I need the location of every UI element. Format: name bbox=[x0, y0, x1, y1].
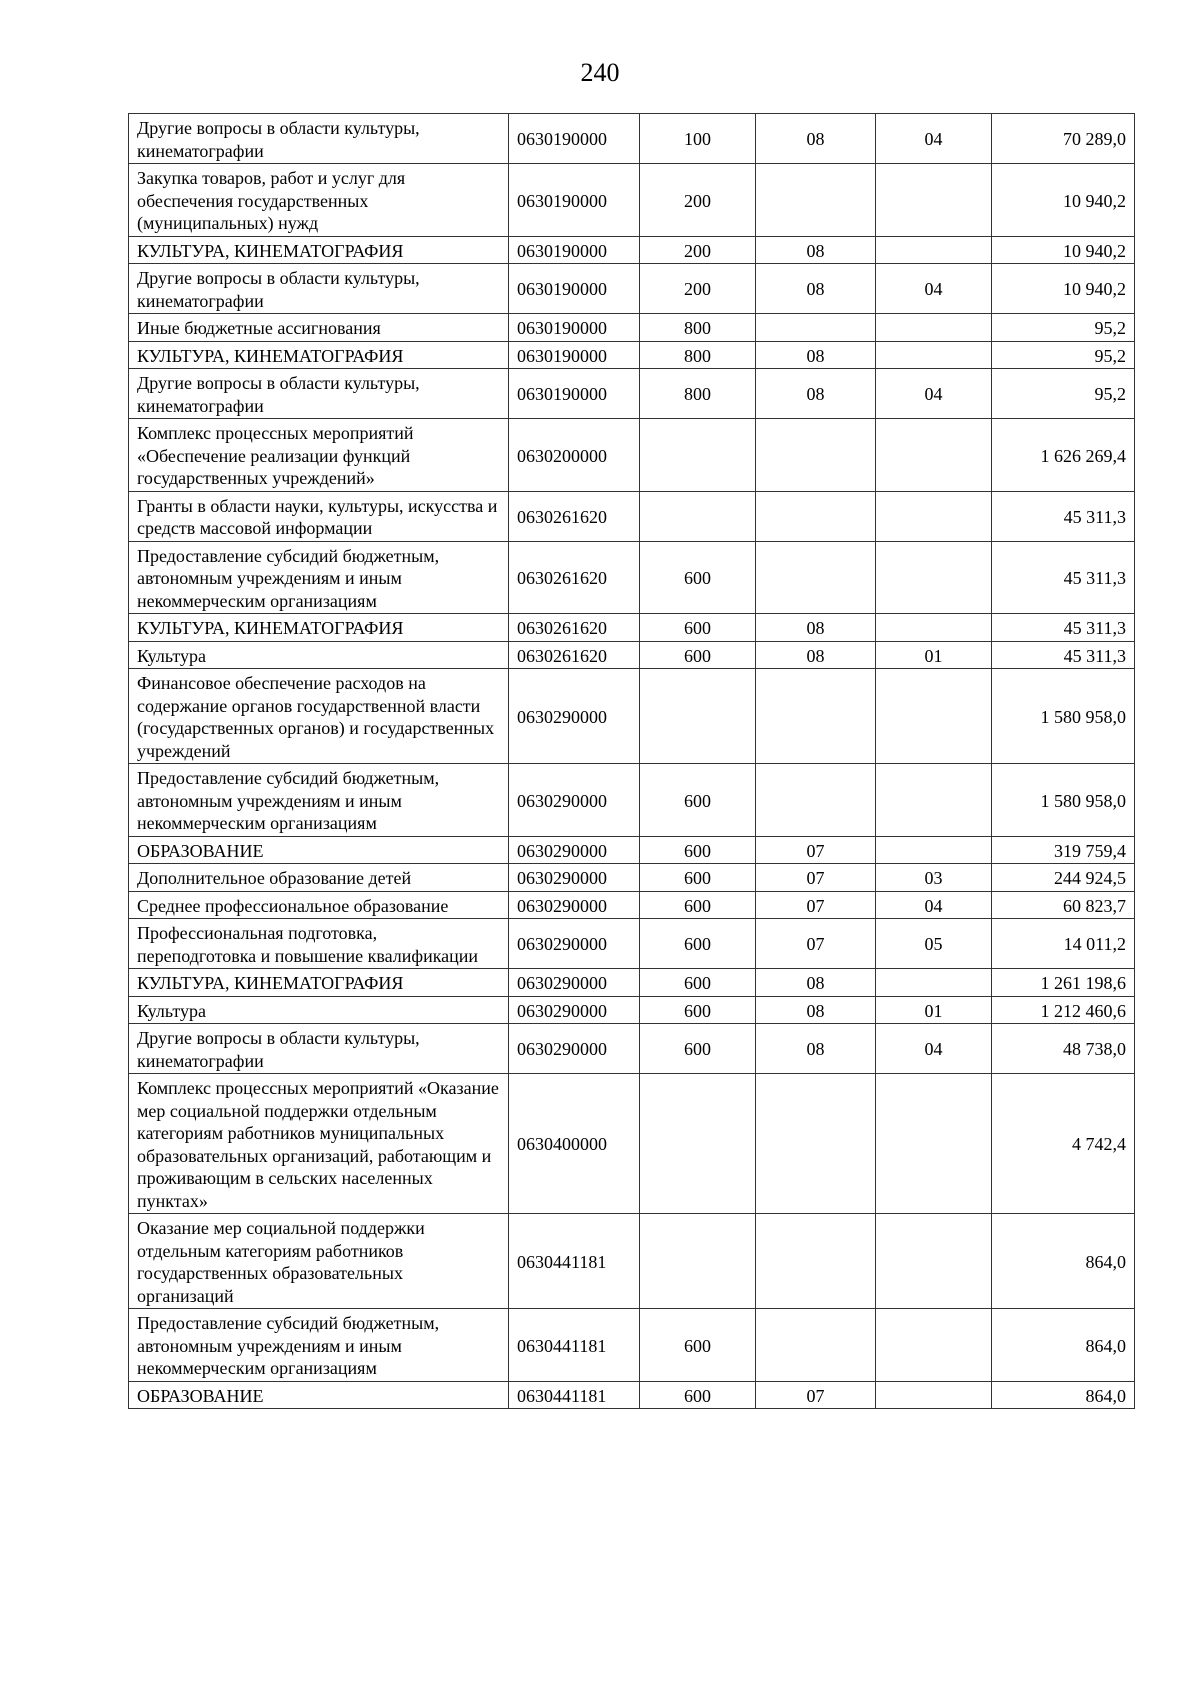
subsection-cell bbox=[876, 614, 992, 642]
target-article-cell: 0630190000 bbox=[509, 314, 640, 342]
item-name-cell: Среднее профессиональное образование bbox=[129, 891, 509, 919]
section-cell: 07 bbox=[756, 836, 876, 864]
expense-type-cell: 600 bbox=[640, 1381, 756, 1409]
item-name-cell: КУЛЬТУРА, КИНЕМАТОГРАФИЯ bbox=[129, 236, 509, 264]
expense-type-cell: 100 bbox=[640, 114, 756, 164]
section-cell: 08 bbox=[756, 1024, 876, 1074]
expense-type-cell: 600 bbox=[640, 614, 756, 642]
section-cell: 08 bbox=[756, 264, 876, 314]
subsection-cell bbox=[876, 764, 992, 837]
target-article-cell: 0630190000 bbox=[509, 114, 640, 164]
table-row bbox=[129, 919, 1135, 969]
amount-cell: 95,2 bbox=[992, 314, 1135, 342]
target-article-cell: 0630190000 bbox=[509, 369, 640, 419]
amount-cell: 48 738,0 bbox=[992, 1024, 1135, 1074]
item-name-cell: Предоставление субсидий бюджетным, автономным учреждениям и иным некоммерческим организациям bbox=[129, 1309, 509, 1382]
expense-type-cell bbox=[640, 419, 756, 492]
target-article-cell: 0630290000 bbox=[509, 669, 640, 764]
amount-cell: 45 311,3 bbox=[992, 541, 1135, 614]
table-row bbox=[129, 1024, 1135, 1074]
expense-type-cell: 600 bbox=[640, 1309, 756, 1382]
page-number: 240 bbox=[580, 58, 620, 87]
table-row bbox=[129, 1381, 1135, 1409]
target-article-cell: 0630441181 bbox=[509, 1214, 640, 1309]
target-article-cell: 0630261620 bbox=[509, 491, 640, 541]
table-row bbox=[129, 236, 1135, 264]
table-row bbox=[129, 314, 1135, 342]
subsection-cell bbox=[876, 236, 992, 264]
expense-type-cell: 600 bbox=[640, 541, 756, 614]
target-article-cell: 0630290000 bbox=[509, 919, 640, 969]
section-cell bbox=[756, 1074, 876, 1214]
expense-type-cell: 600 bbox=[640, 836, 756, 864]
amount-cell: 10 940,2 bbox=[992, 264, 1135, 314]
item-name-cell: КУЛЬТУРА, КИНЕМАТОГРАФИЯ bbox=[129, 969, 509, 997]
table-row bbox=[129, 264, 1135, 314]
table-row bbox=[129, 541, 1135, 614]
expense-type-cell bbox=[640, 669, 756, 764]
subsection-cell bbox=[876, 836, 992, 864]
item-name-cell: Иные бюджетные ассигнования bbox=[129, 314, 509, 342]
section-cell: 08 bbox=[756, 614, 876, 642]
section-cell: 07 bbox=[756, 891, 876, 919]
target-article-cell: 0630441181 bbox=[509, 1381, 640, 1409]
subsection-cell: 04 bbox=[876, 891, 992, 919]
section-cell: 08 bbox=[756, 641, 876, 669]
expense-type-cell: 600 bbox=[640, 969, 756, 997]
amount-cell: 319 759,4 bbox=[992, 836, 1135, 864]
item-name-cell: ОБРАЗОВАНИЕ bbox=[129, 1381, 509, 1409]
item-name-cell: Закупка товаров, работ и услуг для обеспечения государственных (муниципальных) нужд bbox=[129, 164, 509, 237]
section-cell bbox=[756, 764, 876, 837]
amount-cell: 864,0 bbox=[992, 1381, 1135, 1409]
amount-cell: 864,0 bbox=[992, 1214, 1135, 1309]
budget-table-body bbox=[129, 114, 1135, 1409]
section-cell: 07 bbox=[756, 919, 876, 969]
target-article-cell: 0630290000 bbox=[509, 764, 640, 837]
section-cell bbox=[756, 669, 876, 764]
amount-cell: 60 823,7 bbox=[992, 891, 1135, 919]
item-name-cell: Другие вопросы в области культуры, кинематографии bbox=[129, 264, 509, 314]
table-row bbox=[129, 996, 1135, 1024]
section-cell: 08 bbox=[756, 996, 876, 1024]
item-name-cell: Культура bbox=[129, 996, 509, 1024]
table-row bbox=[129, 164, 1135, 237]
target-article-cell: 0630200000 bbox=[509, 419, 640, 492]
subsection-cell bbox=[876, 314, 992, 342]
amount-cell: 1 580 958,0 bbox=[992, 764, 1135, 837]
table-row bbox=[129, 491, 1135, 541]
amount-cell: 1 626 269,4 bbox=[992, 419, 1135, 492]
subsection-cell bbox=[876, 491, 992, 541]
section-cell bbox=[756, 419, 876, 492]
budget-table bbox=[128, 113, 1135, 1409]
table-row bbox=[129, 1309, 1135, 1382]
target-article-cell: 0630190000 bbox=[509, 164, 640, 237]
target-article-cell: 0630290000 bbox=[509, 864, 640, 892]
expense-type-cell: 200 bbox=[640, 164, 756, 237]
expense-type-cell: 600 bbox=[640, 641, 756, 669]
expense-type-cell: 800 bbox=[640, 369, 756, 419]
expense-type-cell: 600 bbox=[640, 996, 756, 1024]
amount-cell: 70 289,0 bbox=[992, 114, 1135, 164]
subsection-cell: 04 bbox=[876, 369, 992, 419]
amount-cell: 1 580 958,0 bbox=[992, 669, 1135, 764]
expense-type-cell bbox=[640, 1074, 756, 1214]
expense-type-cell: 600 bbox=[640, 764, 756, 837]
subsection-cell: 01 bbox=[876, 641, 992, 669]
table-row bbox=[129, 864, 1135, 892]
table-row bbox=[129, 341, 1135, 369]
section-cell: 08 bbox=[756, 341, 876, 369]
table-row bbox=[129, 891, 1135, 919]
amount-cell: 95,2 bbox=[992, 341, 1135, 369]
expense-type-cell: 600 bbox=[640, 864, 756, 892]
subsection-cell bbox=[876, 669, 992, 764]
amount-cell: 14 011,2 bbox=[992, 919, 1135, 969]
section-cell bbox=[756, 541, 876, 614]
amount-cell: 4 742,4 bbox=[992, 1074, 1135, 1214]
section-cell bbox=[756, 491, 876, 541]
target-article-cell: 0630261620 bbox=[509, 641, 640, 669]
expense-type-cell: 800 bbox=[640, 314, 756, 342]
subsection-cell bbox=[876, 341, 992, 369]
subsection-cell: 05 bbox=[876, 919, 992, 969]
subsection-cell bbox=[876, 164, 992, 237]
subsection-cell bbox=[876, 1074, 992, 1214]
subsection-cell bbox=[876, 1214, 992, 1309]
amount-cell: 1 212 460,6 bbox=[992, 996, 1135, 1024]
table-row bbox=[129, 369, 1135, 419]
item-name-cell: Культура bbox=[129, 641, 509, 669]
amount-cell: 95,2 bbox=[992, 369, 1135, 419]
amount-cell: 864,0 bbox=[992, 1309, 1135, 1382]
amount-cell: 45 311,3 bbox=[992, 491, 1135, 541]
target-article-cell: 0630290000 bbox=[509, 836, 640, 864]
item-name-cell: ОБРАЗОВАНИЕ bbox=[129, 836, 509, 864]
expense-type-cell: 200 bbox=[640, 264, 756, 314]
amount-cell: 10 940,2 bbox=[992, 236, 1135, 264]
subsection-cell bbox=[876, 541, 992, 614]
section-cell: 07 bbox=[756, 1381, 876, 1409]
item-name-cell: КУЛЬТУРА, КИНЕМАТОГРАФИЯ bbox=[129, 341, 509, 369]
amount-cell: 45 311,3 bbox=[992, 614, 1135, 642]
amount-cell: 45 311,3 bbox=[992, 641, 1135, 669]
section-cell bbox=[756, 314, 876, 342]
subsection-cell bbox=[876, 419, 992, 492]
item-name-cell: КУЛЬТУРА, КИНЕМАТОГРАФИЯ bbox=[129, 614, 509, 642]
table-row bbox=[129, 419, 1135, 492]
target-article-cell: 0630261620 bbox=[509, 614, 640, 642]
subsection-cell bbox=[876, 1381, 992, 1409]
target-article-cell: 0630190000 bbox=[509, 236, 640, 264]
item-name-cell: Гранты в области науки, культуры, искусства и средств массовой информации bbox=[129, 491, 509, 541]
item-name-cell: Предоставление субсидий бюджетным, автономным учреждениям и иным некоммерческим организациям bbox=[129, 764, 509, 837]
subsection-cell: 04 bbox=[876, 114, 992, 164]
item-name-cell: Другие вопросы в области культуры, кинематографии bbox=[129, 114, 509, 164]
section-cell bbox=[756, 1309, 876, 1382]
item-name-cell: Оказание мер социальной поддержки отдельным категориям работников государственных образовательных организаций bbox=[129, 1214, 509, 1309]
table-row bbox=[129, 969, 1135, 997]
section-cell: 08 bbox=[756, 114, 876, 164]
target-article-cell: 0630290000 bbox=[509, 891, 640, 919]
target-article-cell: 0630290000 bbox=[509, 996, 640, 1024]
expense-type-cell bbox=[640, 491, 756, 541]
expense-type-cell: 600 bbox=[640, 891, 756, 919]
subsection-cell: 04 bbox=[876, 264, 992, 314]
section-cell: 08 bbox=[756, 969, 876, 997]
item-name-cell: Профессиональная подготовка, переподготовка и повышение квалификации bbox=[129, 919, 509, 969]
item-name-cell: Финансовое обеспечение расходов на содержание органов государственной власти (государственных органов) и государственных учреждений bbox=[129, 669, 509, 764]
expense-type-cell: 600 bbox=[640, 919, 756, 969]
item-name-cell: Предоставление субсидий бюджетным, автономным учреждениям и иным некоммерческим организациям bbox=[129, 541, 509, 614]
section-cell: 07 bbox=[756, 864, 876, 892]
target-article-cell: 0630400000 bbox=[509, 1074, 640, 1214]
table-row bbox=[129, 1074, 1135, 1214]
item-name-cell: Комплекс процессных мероприятий «Оказание мер социальной поддержки отдельным категориям работников муниципальных образовательных организаций, работающим и проживающим в сельских населенных пунктах» bbox=[129, 1074, 509, 1214]
subsection-cell: 03 bbox=[876, 864, 992, 892]
item-name-cell: Другие вопросы в области культуры, кинематографии bbox=[129, 1024, 509, 1074]
table-row bbox=[129, 836, 1135, 864]
amount-cell: 244 924,5 bbox=[992, 864, 1135, 892]
item-name-cell: Дополнительное образование детей bbox=[129, 864, 509, 892]
table-row bbox=[129, 114, 1135, 164]
item-name-cell: Комплекс процессных мероприятий «Обеспечение реализации функций государственных учреждений» bbox=[129, 419, 509, 492]
table-row bbox=[129, 669, 1135, 764]
target-article-cell: 0630190000 bbox=[509, 264, 640, 314]
item-name-cell: Другие вопросы в области культуры, кинематографии bbox=[129, 369, 509, 419]
target-article-cell: 0630190000 bbox=[509, 341, 640, 369]
table-row bbox=[129, 1214, 1135, 1309]
expense-type-cell: 600 bbox=[640, 1024, 756, 1074]
target-article-cell: 0630261620 bbox=[509, 541, 640, 614]
expense-type-cell bbox=[640, 1214, 756, 1309]
section-cell: 08 bbox=[756, 236, 876, 264]
amount-cell: 10 940,2 bbox=[992, 164, 1135, 237]
section-cell: 08 bbox=[756, 369, 876, 419]
expense-type-cell: 800 bbox=[640, 341, 756, 369]
target-article-cell: 0630290000 bbox=[509, 1024, 640, 1074]
section-cell bbox=[756, 1214, 876, 1309]
subsection-cell bbox=[876, 1309, 992, 1382]
section-cell bbox=[756, 164, 876, 237]
expense-type-cell: 200 bbox=[640, 236, 756, 264]
target-article-cell: 0630441181 bbox=[509, 1309, 640, 1382]
subsection-cell bbox=[876, 969, 992, 997]
subsection-cell: 04 bbox=[876, 1024, 992, 1074]
amount-cell: 1 261 198,6 bbox=[992, 969, 1135, 997]
target-article-cell: 0630290000 bbox=[509, 969, 640, 997]
subsection-cell: 01 bbox=[876, 996, 992, 1024]
table-row bbox=[129, 764, 1135, 837]
table-row bbox=[129, 641, 1135, 669]
table-row bbox=[129, 614, 1135, 642]
